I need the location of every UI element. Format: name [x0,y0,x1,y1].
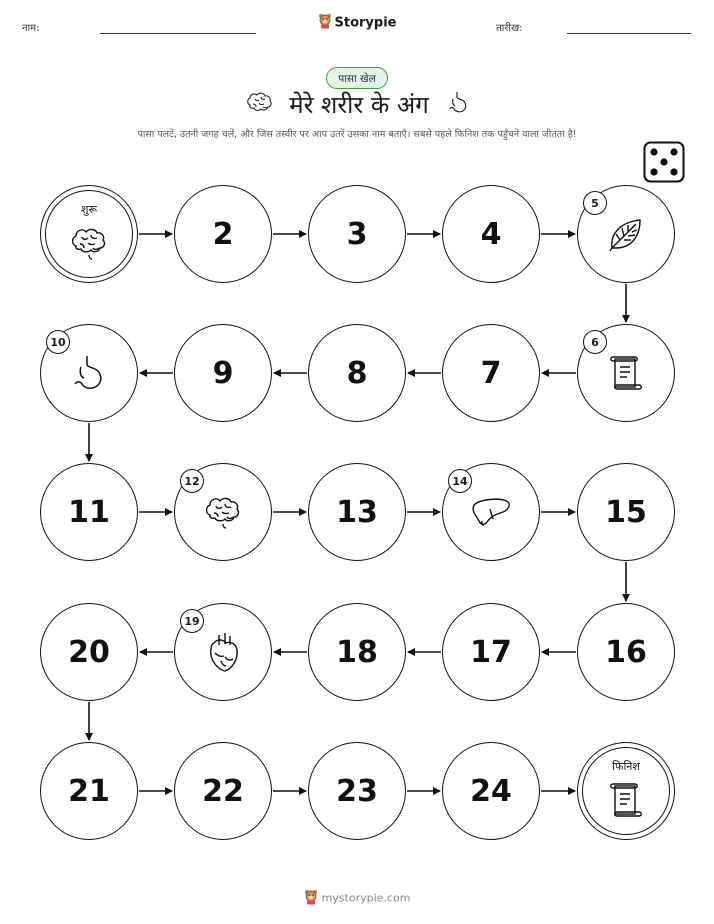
space-number: 16 [605,634,647,670]
stomach-icon [71,353,107,393]
space-number: 2 [212,216,234,252]
board-space-23 [308,742,406,840]
space-number-badge: 6 [583,330,607,354]
footer-url: mystorypie.com [321,891,411,905]
board-space-2 [174,185,272,283]
space-number: 8 [346,355,368,391]
space-number: 7 [480,355,502,391]
board-space-21 [40,742,138,840]
space-number: 23 [336,773,378,809]
space-number: 18 [336,634,378,670]
board-space-1 [40,185,138,283]
board-space-18 [308,603,406,701]
board-space-7 [442,324,540,422]
board-space-15 [577,463,675,561]
space-number: 4 [480,216,502,252]
footer-bear-icon [304,889,318,908]
date-label: तारीख: [496,23,523,34]
board-space-13 [308,463,406,561]
scroll-icon [609,353,643,393]
liver-icon [470,495,512,529]
space-number: 9 [212,355,234,391]
board-space-4 [442,185,540,283]
space-number: 13 [336,494,378,530]
space-number: 17 [470,634,512,670]
board-space-9 [174,324,272,422]
brain-icon [203,495,243,529]
board-space-17 [442,603,540,701]
space-number: 11 [68,494,110,530]
board-space-24 [442,742,540,840]
board-space-11 [40,463,138,561]
instructions-text: पासा पलटें, उतनी जगह चलें, और जिस तस्वीर पर आप उतरें उसका नाम बताएँ। सबसे पहले फिनिश तक पहुँचने वाला जीतता है! [137,129,577,140]
start-label: शुरू [80,203,98,216]
space-number-badge: 5 [583,191,607,215]
finish-label: फिनिश [612,760,640,773]
board-space-16 [577,603,675,701]
board-space-3 [308,185,406,283]
board-space-20 [40,603,138,701]
space-number: 20 [68,634,110,670]
space-number: 15 [605,494,647,530]
title-text: मेरे शरीर के अंग [289,91,429,119]
board-space-8 [308,324,406,422]
leaf-icon [606,214,646,254]
space-number: 3 [346,216,368,252]
name-label: नाम: [22,23,40,34]
space-number-badge: 12 [180,469,204,493]
heart-icon [203,631,243,673]
scroll-icon [609,780,643,820]
game-type-badge: पासा खेल [326,67,388,89]
space-number-badge: 14 [448,469,472,493]
board-space-22 [174,742,272,840]
space-number: 22 [202,773,244,809]
space-number: 24 [470,773,512,809]
footer [0,889,714,908]
space-number-badge: 19 [180,609,204,633]
space-number: 21 [68,773,110,809]
brain-icon [69,226,109,260]
space-number-badge: 10 [46,330,70,354]
brand-name: Storypie [334,15,397,31]
board-space-25 [577,742,675,840]
